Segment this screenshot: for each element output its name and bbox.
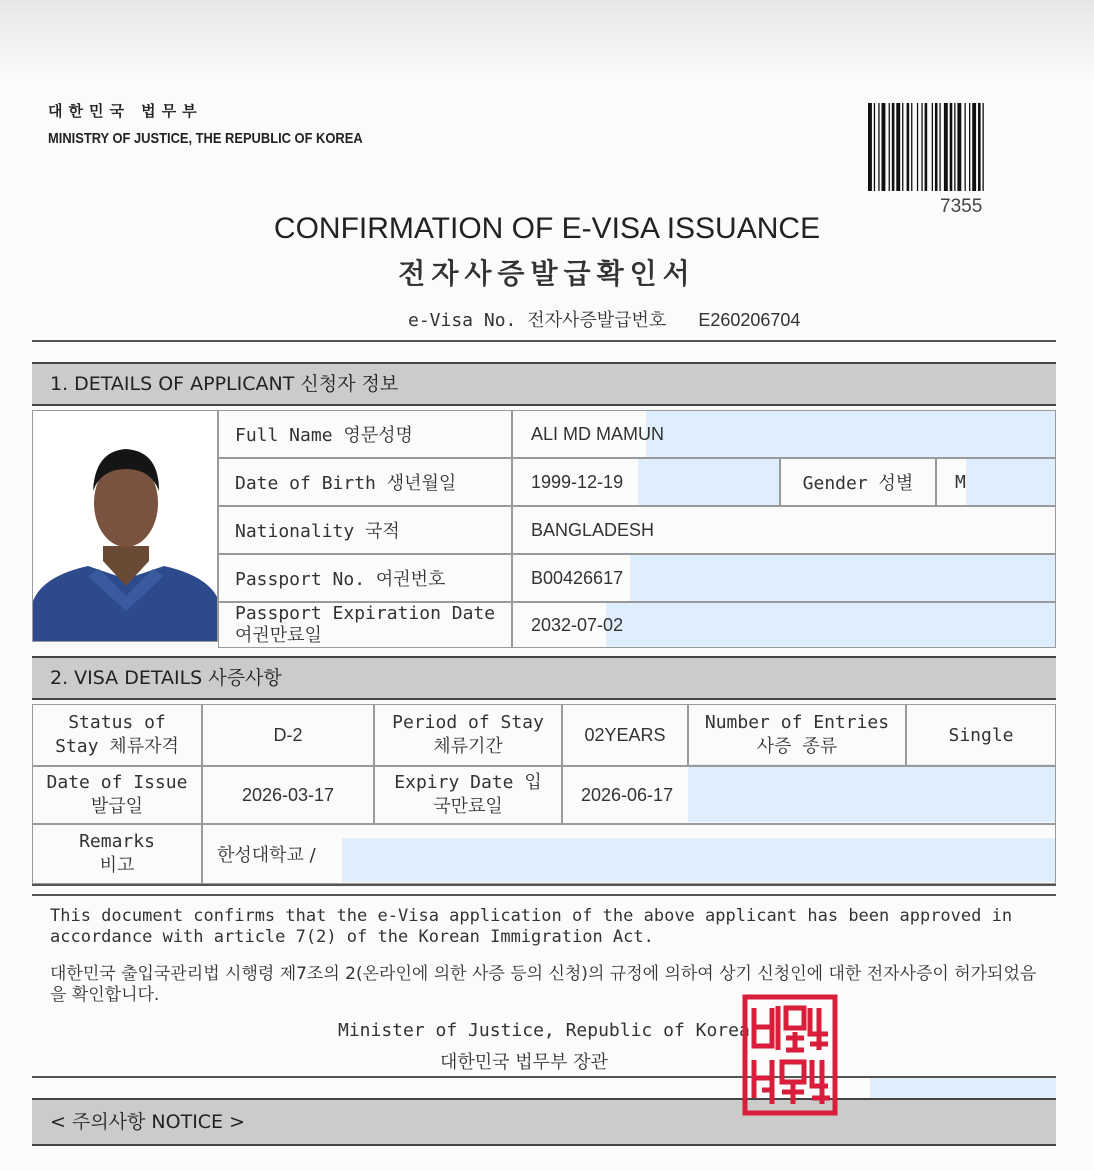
full-name-value: ALI MD MAMUN [512,410,1056,458]
signature-korean: 대한민국 법무부 장관 [440,1052,608,1073]
full-name-label: Full Name 영문성명 [218,410,512,458]
period-value: 02YEARS [562,704,688,766]
expiry-label-text: Expiry Date 입국만료일 [394,772,542,817]
portrait-icon [33,411,218,642]
evisa-number-line [408,306,800,332]
period-label-text: Period of Stay 체류기간 [392,712,544,757]
gender-label: Gender 성별 [780,458,936,506]
remarks-value: 한성대학교 / [202,824,1056,884]
divider [32,340,1056,342]
remarks-label [32,824,202,884]
title-english: CONFIRMATION OF E-VISA ISSUANCE [273,212,821,245]
entries-label-text: Number of Entries 사증 종류 [704,712,890,757]
issue-value: 2026-03-17 [202,766,374,824]
passport-value: B00426617 [512,554,1056,602]
nationality-value: BANGLADESH [512,506,1056,554]
applicant-photo [32,410,218,642]
entries-value: Single [906,704,1056,766]
title-korean: 전자사증발급확인서 [398,257,696,290]
entries-label [688,704,906,766]
signature-english: Minister of Justice, Republic of Korea [338,1020,750,1041]
ministry-english: MINISTRY OF JUSTICE, THE REPUBLIC OF KOREA [48,130,363,147]
period-label [374,704,562,766]
statement-english: This document confirms that the e-Visa application of the above applicant has been approved in accordance with article 7(2) of the Korean Immigration Act. [50,906,1013,947]
status-value: D-2 [202,704,374,766]
section-applicant-title: 1. DETAILS OF APPLICANT 신청자 정보 [50,373,399,395]
passport-label: Passport No. 여권번호 [218,554,512,602]
evisa-number-label: e-Visa No. 전자사증발급번호 [408,310,667,331]
ministry-korean: 대한민국 법무부 [48,102,203,120]
section-visa-header [32,656,1056,700]
evisa-number: E260206704 [698,310,801,330]
top-shade [0,0,1094,80]
status-label [32,704,202,766]
issue-label-text: Date of Issue 발급일 [46,772,188,817]
issue-label [32,766,202,824]
official-seal-icon [742,994,838,1116]
dob-value: 1999-12-19 [512,458,780,506]
gender-value: M [936,458,1056,506]
status-label-text: Status of Stay 체류자격 [55,712,179,757]
barcode-icon [868,103,1053,191]
divider [32,1076,1056,1078]
passport-exp-label-text: Passport Expiration Date 여권만료일 [235,603,496,646]
section-applicant-header [32,362,1056,406]
notice-header [32,1098,1056,1146]
divider [32,894,1056,896]
remarks-label-text: Remarks 비고 [79,831,155,876]
nationality-label: Nationality 국적 [218,506,512,554]
dob-label: Date of Birth 생년월일 [218,458,512,506]
divider [32,884,1056,886]
section-visa-title: 2. VISA DETAILS 사증사항 [50,667,282,689]
expiry-value: 2026-06-17 [562,766,1056,824]
notice-title: < 주의사항 NOTICE > [50,1111,246,1133]
expiry-label [374,766,562,824]
barcode-number: 7355 [940,196,983,217]
passport-exp-label [218,602,512,648]
passport-exp-value: 2032-07-02 [512,602,1056,648]
statement-korean: 대한민국 출입국관리법 시행령 제7조의 2(온라인에 의한 사증 등의 신청)의 규정에 의하여 상기 신청인에 대한 전자사증이 허가되었음을 확인합니다. [50,964,1037,1005]
